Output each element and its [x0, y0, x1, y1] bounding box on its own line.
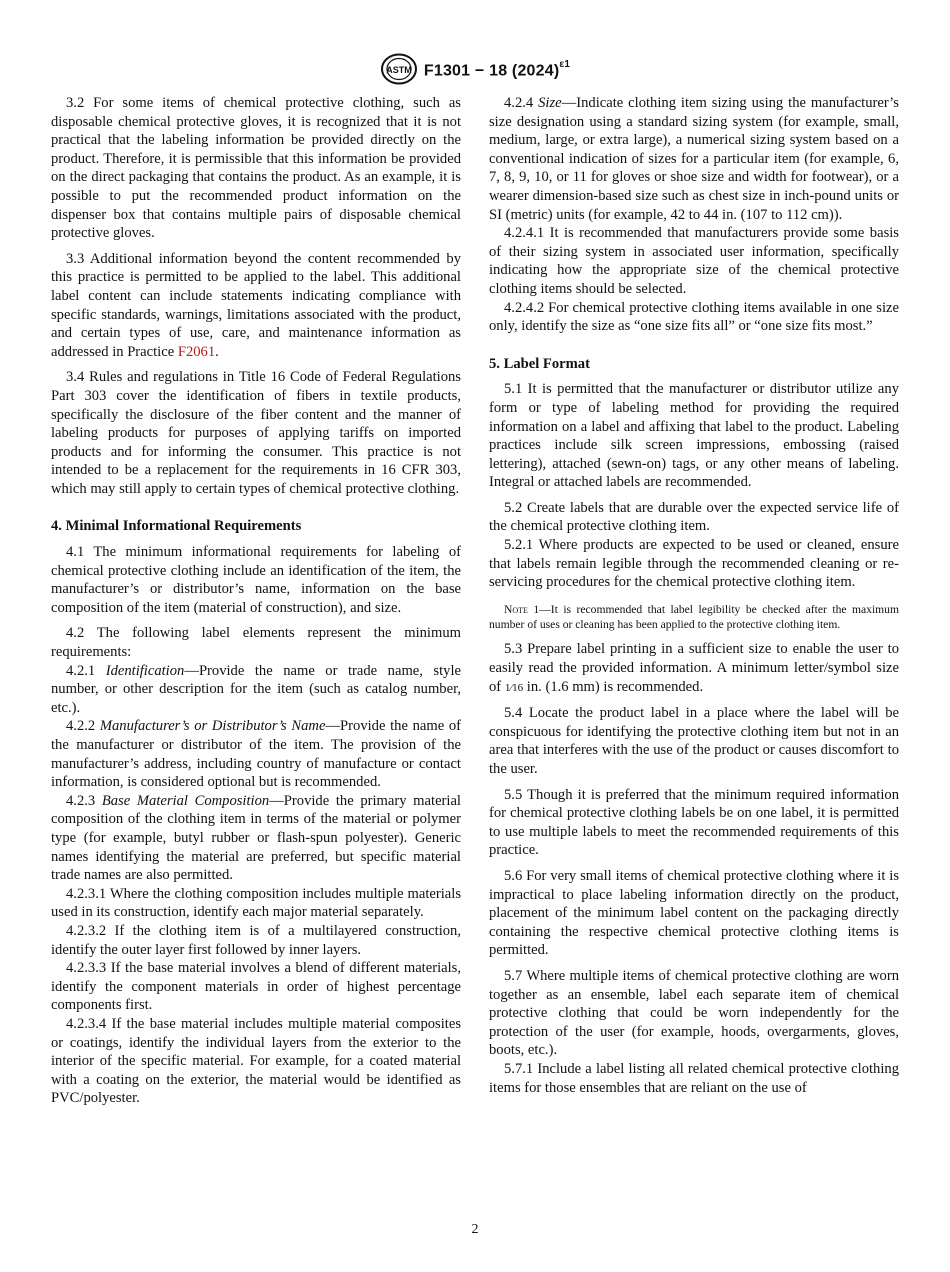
paragraph-4-2-3: 4.2.3 Base Material Composition—Provide the primary material composition of the clothing item in terms of the material or polymer type (for example, butyl rubber or flash-spun polyester). Generic names identifying the material are preferred, but specific material trade names are also permitted. [51, 792, 461, 884]
paragraph-3-3: 3.3 Additional information beyond the content recommended by this practice is permitted to be applied to the label. This additional label content can include statements indicating compliance with specific standards, warnings, limitations associated with the product, and certain types of use, care, and maintenance information as addressed in Practice F2061. [51, 250, 461, 360]
paragraph-4-2: 4.2 The following label elements represent the minimum requirements: [51, 625, 461, 661]
paragraph-5-1: 5.1 It is permitted that the manufacturer or distributor utilize any form or type of labeling method for providing the required information on a label and affixing that label to the product. Labeling practices include silk screen impressions, embossing (raised lettering), attached (sewn-on) tags, or any other means of labeling. Integral or attached labels are recommended. [489, 381, 899, 491]
paragraph-5-6: 5.6 For very small items of chemical protective clothing where it is impractical to place labeling information directly on the product, placement of the minimum label content on the packaging directly containing the respective chemical protective clothing items is permitted. [489, 867, 899, 959]
note-1: Note 1—It is recommended that label legibility be checked after the maximum number of uses or cleaning has been applied to the protective clothing item. [489, 602, 899, 631]
paragraph-4-2-4: 4.2.4 Size—Indicate clothing item sizing using the manufacturer’s size designation using a standard sizing system (for example, small, medium, large, or extra large), a numerical sizing system based on a conventional indication of sizes for a particular item (for example, 6, 7, 8, 9, 10, or 11 for gloves or shoe size and width for footwear), or a wearer dimension-based size such as chest size in inch-pound units or SI (metric) units (for example, 42 to 44 in. (107 to 112 cm)). [489, 95, 899, 223]
paragraph-5-7-1: 5.7.1 Include a label listing all related chemical protective clothing items for those ensembles that are reliant on the use of [489, 1060, 899, 1096]
paragraph-5-7: 5.7 Where multiple items of chemical protective clothing are worn together as an ensemble, label each separate item of chemical protective clothing that could be worn independently for the protection of the user (for example, hoods, overgarments, gloves, boots, etc.). [489, 967, 899, 1059]
f2061-link[interactable]: F2061 [177, 343, 216, 360]
paragraph-4-2-3-4: 4.2.3.4 If the base material includes multiple material composites or coatings, identify the individual layers from the exterior to the interior of the specific material. For example, for a coated material with a coating on the exterior, the material would be identified as PVC/polyester. [51, 1015, 461, 1107]
document-designation: F1301 − 18 $(2024)^{\varepsilon 1}$ [423, 58, 571, 79]
paragraph-5-4: 5.4 Locate the product label in a place where the label will be conspicuous for identifying the protective clothing item but not in an area that interferes with the use of the product or causes discomfort to the user. [489, 705, 899, 777]
right-column [489, 94, 899, 1097]
fraction-one-sixteenth: 1⁄16 [504, 681, 524, 694]
paragraph-4-2-3-3: 4.2.3.3 If the base material involves a blend of different materials, identify the component materials in order of highest percentage components first. [51, 960, 461, 1014]
paragraph-4-2-4-2: 4.2.4.2 For chemical protective clothing items available in one size only, identify the size as “one size fits all” or “one size fits most.” [489, 299, 899, 335]
section-4-heading: 4. Minimal Informational Requirements [51, 518, 302, 535]
page-header [0, 52, 950, 86]
paragraph-5-2: 5.2 Create labels that are durable over the expected service life of the chemical protective clothing item. [489, 499, 899, 535]
epsilon-superscript: ε1 [559, 58, 571, 70]
left-column [51, 94, 461, 1108]
svg-text:ASTM: ASTM [386, 65, 412, 75]
paragraph-5-5: 5.5 Though it is preferred that the minimum required information for chemical protective clothing labels be on one label, it is permitted to use multiple labels to meet the recommended requirements of this practice. [489, 786, 899, 859]
paragraph-4-2-2: 4.2.2 Manufacturer’s or Distributor’s Name—Provide the name of the manufacturer or distributor of the item. The provision of the manufacturer’s address, including country of manufacture or contact information, is considered optional but is recommended. [51, 718, 461, 791]
paragraph-3-2: 3.2 For some items of chemical protective clothing, such as disposable chemical protective gloves, it is recognized that it is not practical that the labeling information be provided directly on the product. Therefore, it is permissible that this information be provided on the direct packaging that contains the product. As an example, it is possible to put the recommended product information on the dispenser box that contains multiple pairs of disposable chemical protective gloves. [51, 95, 461, 242]
astm-logo-icon [380, 53, 418, 85]
paragraph-4-2-3-1: 4.2.3.1 Where the clothing composition includes multiple materials used in its construction, identify each major material separately. [51, 885, 461, 921]
paragraph-4-2-4-1: 4.2.4.1 It is recommended that manufacturers provide some basis of their sizing system in associated user information, specifically indicating how the appropriate size of the chemical protective clothing items should be selected. [489, 225, 899, 297]
paragraph-3-4: 3.4 Rules and regulations in Title 16 Code of Federal Regulations Part 303 cover the identification of fibers in textile products, specifically the disclosure of the fiber content and the manner of labeling products for purposes of applying tariffs on imported products and for informing the consumer. This practice is not intended to be a replacement for the requirements in 16 CFR 303, which may still apply to certain types of chemical protective clothing. [51, 369, 461, 497]
page-number: 2 [471, 1222, 479, 1237]
paragraph-4-1: 4.1 The minimum informational requirements for labeling of chemical protective clothing include an identification of the item, the manufacturer’s or distributor’s name, information on the base composition of the item (material of construction), and size. [51, 544, 461, 616]
paragraph-5-3: 5.3 Prepare label printing in a sufficient size to enable the user to easily read the provided information. A minimum letter/symbol size of 1⁄16 in. (1.6 mm) is recommended. [489, 641, 899, 695]
paragraph-4-2-3-2: 4.2.3.2 If the clothing item is of a multilayered construction, identify the outer layer first followed by inner layers. [51, 922, 461, 958]
paragraph-5-2-1: 5.2.1 Where products are expected to be used or cleaned, ensure that labels remain legible through the recommended cleaning or re-servicing procedures for the chemical protective clothing item. [489, 537, 899, 591]
paragraph-4-2-1: 4.2.1 Identification—Provide the name or trade name, style number, or other description for the item (such as catalog number, etc.). [51, 662, 461, 716]
section-5-heading: 5. Label Format [489, 355, 590, 372]
